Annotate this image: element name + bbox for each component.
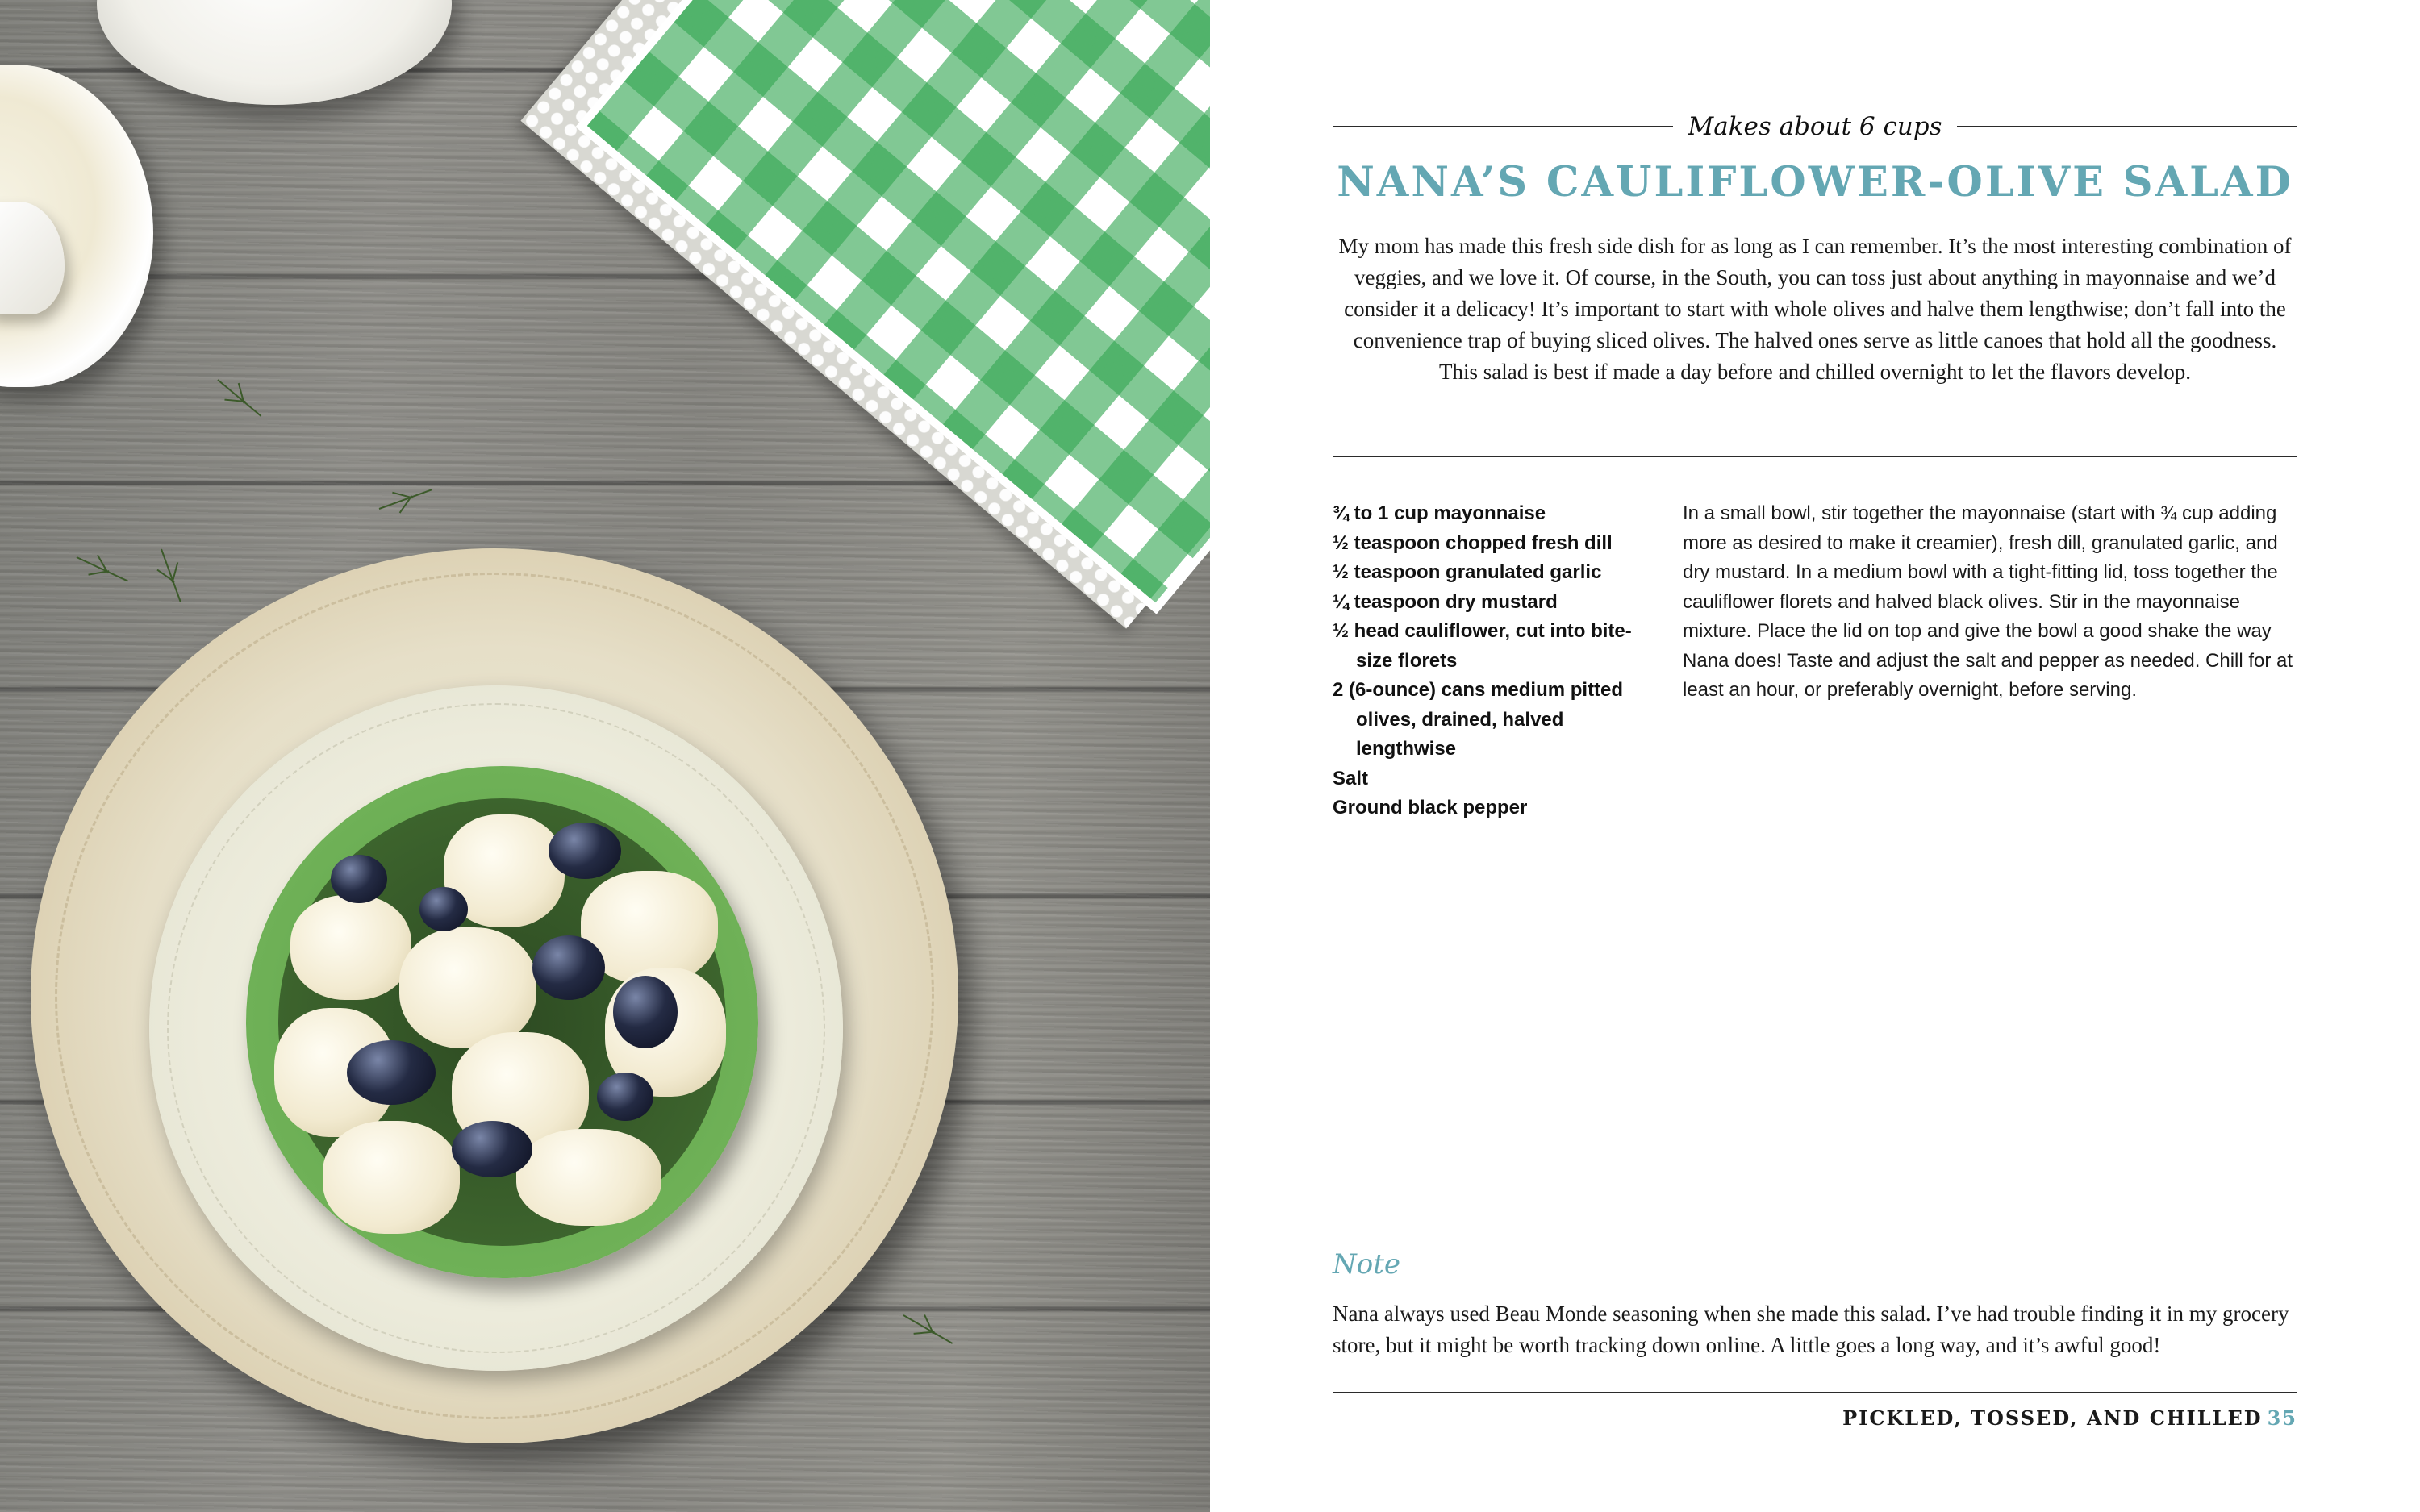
page-footer xyxy=(1842,1406,2297,1430)
ingredient-item: ½ teaspoon granulated garlic xyxy=(1333,561,1602,583)
ingredients-list xyxy=(1333,499,1655,823)
ingredient-item: ¼ teaspoon dry mustard xyxy=(1333,590,1558,613)
recipe-method: In a small bowl, stir together the mayonnaise (start with ¾ cup adding more as desired to make it creamier), fresh dill, granulated garlic, and dry mustard. In a medium bowl with a tight-fitting lid, toss together the cauliflower florets and halved black olives. Stir in the mayonnaise mixture. Place the lid on top and give the bowl a good shake the way Nana does! Taste and adjust the salt and pepper as needed. Chill for at least an hour, or preferably overnight, before serving. xyxy=(1683,502,2293,701)
recipe-intro: My mom has made this fresh side dish for as long as I can remember. It’s the most interesting combination of veggies, and we love it. Of course, in the South, you can toss just about anything in mayonnaise and we’d consider it a delicacy! It’s important to start with whole olives and halve them lengthwise; don’t fall into the convenience trap of buying sliced olives. The halved ones serve as little canoes that hold all the goodness. This salad is best if made a day before and chilled overnight to let the flavors develop. xyxy=(1338,234,2292,384)
yield-rule-left xyxy=(1333,126,1673,127)
ingredient-item: 2 (6-ounce) cans medium pitted olives, drained, halved lengthwise xyxy=(1333,679,1624,760)
note-heading: Note xyxy=(1333,1248,1401,1281)
recipe-title: NANA’S CAULIFLOWER-OLIVE SALAD xyxy=(1337,158,2293,206)
page-number: 35 xyxy=(2267,1406,2297,1430)
note-text: Nana always used Beau Monde seasoning when she made this salad. I’ve had trouble finding it in my grocery store, but it might be worth tracking down online. A little goes a long way, and it’s awful good! xyxy=(1333,1302,2289,1357)
ingredient-item: ¾ to 1 cup mayonnaise xyxy=(1333,502,1546,524)
recipe-yield: Makes about 6 cups xyxy=(1688,112,1942,141)
yield-row xyxy=(1333,106,2297,147)
ingredient-item: ½ head cauliflower, cut into bite-size florets xyxy=(1333,620,1632,672)
ingredient-item: Ground black pepper xyxy=(1333,797,1528,818)
ingredient-item: ½ teaspoon chopped fresh dill xyxy=(1333,531,1613,554)
ingredient-item: Salt xyxy=(1333,767,1369,789)
yield-rule-right xyxy=(1957,126,2297,127)
footer-divider xyxy=(1333,1392,2297,1393)
footer-section-title: PICKLED, TOSSED, AND CHILLED xyxy=(1842,1406,2263,1430)
section-divider xyxy=(1333,456,2297,457)
